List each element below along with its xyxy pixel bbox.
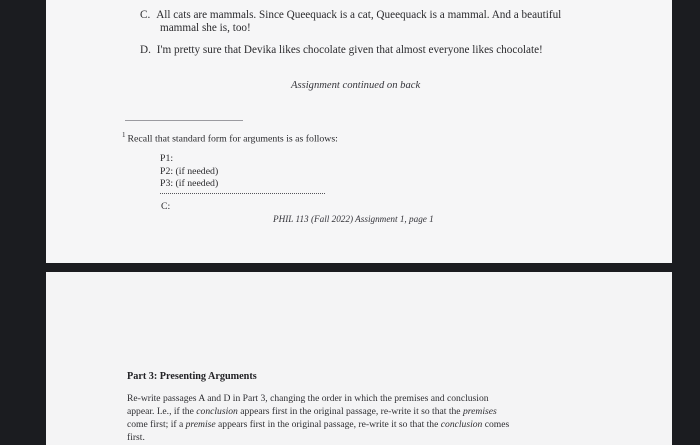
footnote-text bbox=[122, 129, 338, 145]
part3-line3-em1: premise bbox=[185, 419, 216, 430]
choice-c-line2: mammal she is, too! bbox=[160, 22, 251, 34]
part3-line3-a: come first; if a bbox=[127, 419, 186, 430]
part3-heading: Part 3: Presenting Arguments bbox=[127, 371, 257, 382]
part3-line2 bbox=[127, 405, 597, 418]
part3-line2-em2: premises bbox=[462, 406, 497, 417]
footnote-rule bbox=[125, 120, 243, 121]
page-footer: PHIL 113 (Fall 2022) Assignment 1, page 1 bbox=[273, 214, 434, 224]
footnote-marker: 1 bbox=[122, 131, 126, 139]
standard-form-p3: P3: (if needed) bbox=[160, 178, 219, 189]
choice-d bbox=[140, 43, 543, 57]
standard-form-p2: P2: (if needed) bbox=[160, 166, 219, 177]
part3-line3-b: appears first in the original passage, re-write it so that the bbox=[215, 419, 441, 430]
part3-line1: Re-write passages A and D in Part 3, changing the order in which the premises and conclusion bbox=[127, 393, 489, 404]
standard-form-p1: P1: bbox=[160, 153, 174, 164]
standard-form-c: C: bbox=[161, 201, 171, 212]
choice-d-text: I'm pretty sure that Devika likes chocolate given that almost everyone likes chocolate! bbox=[156, 44, 543, 56]
choice-c-label: C. bbox=[140, 9, 151, 21]
part3-line2-em1: conclusion bbox=[196, 406, 238, 417]
continued-note: Assignment continued on back bbox=[291, 80, 421, 91]
part3-line2-b: appears first in the original passage, re-write it so that the bbox=[237, 406, 463, 417]
part3-line3-em2: conclusion bbox=[440, 419, 483, 430]
part3-line3-c: comes bbox=[482, 419, 510, 430]
part3-line3 bbox=[127, 418, 597, 431]
footnote-sentence: Recall that standard form for arguments is as follows: bbox=[127, 133, 338, 145]
choice-d-label: D. bbox=[140, 44, 151, 56]
part3-instructions bbox=[127, 392, 597, 444]
part3-line4: first. bbox=[127, 432, 145, 443]
conclusion-divider bbox=[160, 193, 325, 194]
choice-c bbox=[140, 8, 561, 22]
choice-c-line1: All cats are mammals. Since Queequack is a cat, Queequack is a mammal. And a beautiful bbox=[156, 9, 562, 21]
part3-line2-a: appear. I.e., if the bbox=[127, 406, 197, 417]
